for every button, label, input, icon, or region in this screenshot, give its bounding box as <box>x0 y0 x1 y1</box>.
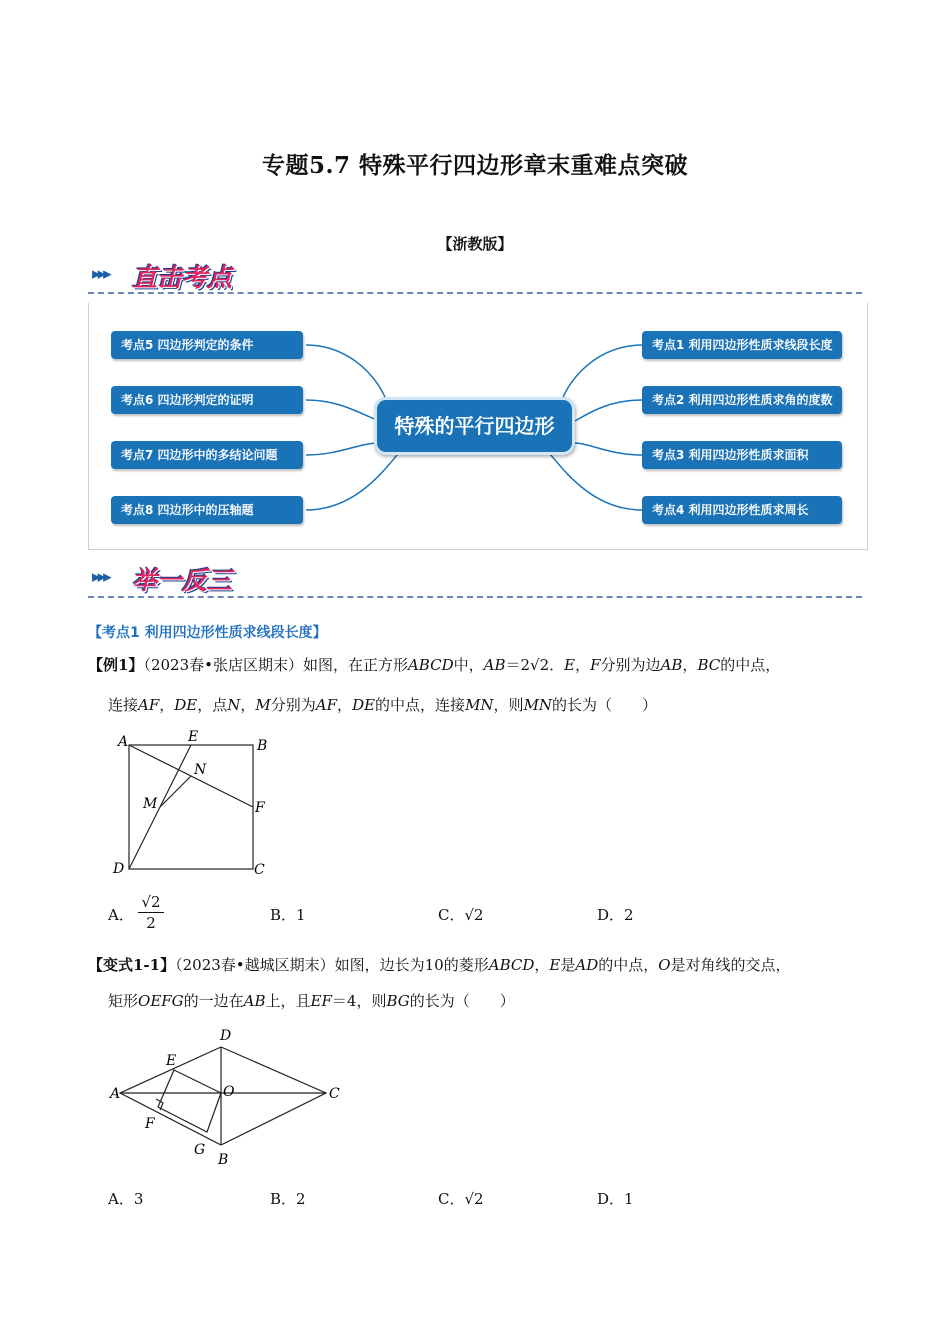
label-f: F <box>255 800 265 816</box>
text: 分别为边 <box>600 656 661 674</box>
text: 的中点， <box>720 656 781 674</box>
option-c[interactable] <box>438 904 484 925</box>
label-a: A <box>110 1086 121 1102</box>
mindmap-item-point6: 考点6 四边形判定的证明 <box>111 386 303 414</box>
option-letter: B． <box>270 1190 297 1208</box>
page-title: 专题5.7 特殊平行四边形章末重难点突破 <box>261 152 689 179</box>
example1-line2 <box>108 694 868 716</box>
text: BC <box>697 656 721 674</box>
text: ， <box>575 656 591 674</box>
text: MN <box>465 696 494 714</box>
mindmap-item-point7: 考点7 四边形中的多结论问题 <box>111 441 303 469</box>
banner-title: 举一反三 <box>132 566 233 595</box>
text: ABCD <box>488 956 535 974</box>
banner-arrows-icon: ▸▸▸ <box>92 264 109 284</box>
text: ． <box>549 656 565 674</box>
option-value: 1 <box>296 906 306 924</box>
text: E <box>549 956 561 974</box>
option-letter: C． <box>438 1190 465 1208</box>
text: E <box>564 656 576 674</box>
option-letter: A． <box>108 1190 134 1208</box>
option-b[interactable] <box>270 1188 306 1209</box>
banner-arrows-icon: ▸▸▸ <box>92 567 109 587</box>
divider <box>88 596 862 598</box>
text: MN <box>523 696 553 714</box>
text: 的长为（ ） <box>409 992 515 1010</box>
text: OEFG <box>138 992 184 1010</box>
option-value: 3 <box>133 1190 144 1208</box>
example-tag: 【例1】 <box>88 656 144 674</box>
text: EF <box>310 992 332 1010</box>
variant-tag: 【变式1-1】 <box>88 956 176 974</box>
figure-square <box>108 728 278 880</box>
text: DE <box>174 696 198 714</box>
label-b: B <box>257 738 268 754</box>
mindmap-item-point5: 考点5 四边形判定的条件 <box>111 331 303 359</box>
text: 连接 <box>108 696 139 714</box>
option-letter: D． <box>597 906 625 924</box>
option-b[interactable] <box>270 904 306 925</box>
label-d: D <box>113 861 125 877</box>
label-o: O <box>223 1084 235 1100</box>
text: 矩形 <box>108 992 139 1010</box>
banner-title: 直击考点 <box>132 263 233 292</box>
text: 的长为（ ） <box>552 696 658 714</box>
text: M <box>255 696 271 714</box>
text: AF <box>315 696 338 714</box>
option-letter: A． <box>108 906 134 924</box>
text: AF <box>138 696 160 714</box>
text: ， <box>159 696 175 714</box>
text: 的中点， <box>598 956 659 974</box>
mindmap-item-point4: 考点4 利用四边形性质求周长 <box>642 496 842 524</box>
variant1-line2 <box>108 990 868 1012</box>
label-a: A <box>118 734 129 750</box>
option-d[interactable] <box>597 1188 634 1209</box>
label-n: N <box>194 762 207 778</box>
text: 分别为 <box>270 696 316 714</box>
label-g: G <box>194 1142 206 1158</box>
text: ，点 <box>197 696 228 714</box>
text: （2023春•张店区期末）如图，在正方形 <box>143 656 408 674</box>
label-c: C <box>254 862 265 878</box>
text: ， <box>337 696 353 714</box>
text: O <box>658 956 671 974</box>
option-letter: D． <box>597 1190 625 1208</box>
option-c[interactable] <box>438 1188 484 1209</box>
option-value: 2 <box>296 1190 306 1208</box>
text: ABCD <box>407 656 454 674</box>
label-b: B <box>218 1152 229 1168</box>
mindmap-item-point8: 考点8 四边形中的压轴题 <box>111 496 303 524</box>
banner-direct-points <box>92 258 392 294</box>
section-heading: 【考点1 利用四边形性质求线段长度】 <box>88 625 327 641</box>
option-d[interactable] <box>597 904 634 925</box>
text: ＝4，则 <box>331 992 387 1010</box>
text: 是 <box>560 956 576 974</box>
text: N <box>227 696 241 714</box>
option-value: √2 <box>464 906 484 924</box>
mindmap-item-point3: 考点3 利用四边形性质求面积 <box>642 441 842 469</box>
text: AB <box>243 992 266 1010</box>
text: （2023春•越城区期末）如图，边长为10的菱形 <box>175 956 489 974</box>
text: ， <box>240 696 256 714</box>
label-m: M <box>143 796 158 812</box>
banner-examples <box>92 561 392 597</box>
text: 中， <box>453 656 484 674</box>
mind-map <box>88 303 868 550</box>
figure-rhombus <box>108 1022 348 1170</box>
mindmap-item-point1: 考点1 利用四边形性质求线段长度 <box>642 331 842 359</box>
variant1-line1 <box>88 954 878 976</box>
text: ， <box>682 656 698 674</box>
label-e: E <box>188 729 199 745</box>
rectangle-oefg <box>158 1070 221 1132</box>
option-value: √2 <box>464 1190 484 1208</box>
option-a[interactable] <box>108 904 134 925</box>
label-f: F <box>145 1116 155 1132</box>
fraction-denominator: 2 <box>146 914 156 932</box>
mindmap-center: 特殊的平行四边形 <box>374 397 575 455</box>
label-c: C <box>329 1086 340 1102</box>
option-letter: B． <box>270 906 297 924</box>
text: 的中点，连接 <box>375 696 466 714</box>
edition-label: 【浙教版】 <box>437 235 513 253</box>
text: ＝2 <box>505 656 531 674</box>
option-letter: C． <box>438 906 465 924</box>
text: ， <box>534 956 550 974</box>
text: AB <box>660 656 683 674</box>
text: √2 <box>530 656 550 674</box>
option-value: 1 <box>624 1190 634 1208</box>
divider <box>88 292 862 294</box>
text: DE <box>352 696 376 714</box>
text: 是对角线的交点， <box>670 956 791 974</box>
label-d: D <box>220 1028 232 1044</box>
option-a[interactable] <box>108 1188 143 1209</box>
example1-line1 <box>88 654 868 676</box>
option-value: 2 <box>624 906 634 924</box>
text: ，则 <box>493 696 524 714</box>
text: AB <box>483 656 506 674</box>
option-a-fraction <box>138 892 164 933</box>
text: AD <box>575 956 599 974</box>
text: F <box>590 656 601 674</box>
fraction-numerator: √2 <box>138 892 164 913</box>
mindmap-item-point2: 考点2 利用四边形性质求角的度数 <box>642 386 842 414</box>
label-e: E <box>166 1053 177 1069</box>
segment-mn <box>160 776 191 807</box>
text: BG <box>386 992 410 1010</box>
text: 上，且 <box>265 992 311 1010</box>
text: 的一边在 <box>183 992 244 1010</box>
